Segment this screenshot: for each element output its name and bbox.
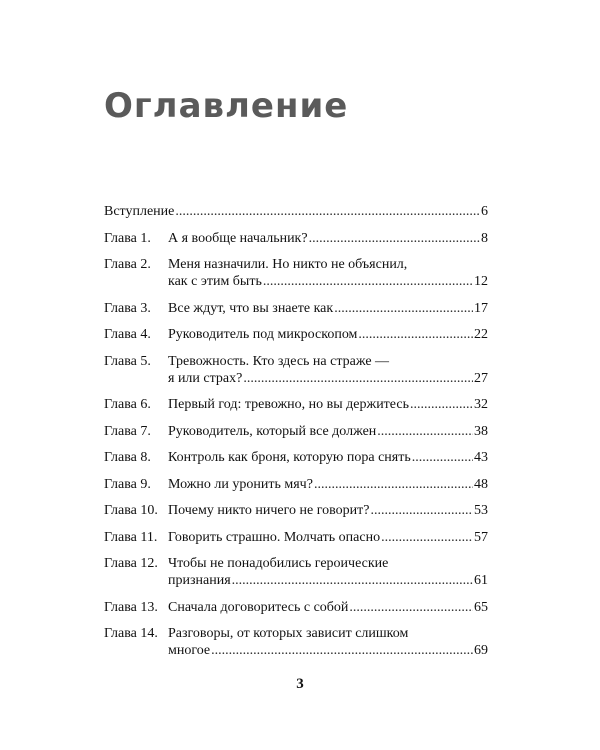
chapter-title: как с этим быть <box>168 274 262 289</box>
toc-entry-body <box>168 555 488 589</box>
chapter-label: Глава 7. <box>104 423 151 439</box>
chapter-title: Разговоры, от которых зависит слишком <box>168 626 409 641</box>
toc-entry-body <box>168 396 488 413</box>
table-of-contents <box>104 203 488 669</box>
toc-page-number: 27 <box>474 370 488 386</box>
toc-entry-intro <box>104 203 488 220</box>
page-number: 3 <box>296 676 304 692</box>
toc-page-number: 17 <box>474 300 488 316</box>
toc-entry-body <box>168 476 488 493</box>
chapter-label: Глава 14. <box>104 626 158 641</box>
toc-entry-body <box>168 256 488 290</box>
chapter-label: Глава 9. <box>104 476 151 492</box>
toc-entry <box>104 625 488 659</box>
toc-entry-title: Вступление <box>104 204 175 219</box>
toc-page-number: 43 <box>474 450 488 465</box>
toc-entry <box>104 256 488 290</box>
dot-leader <box>410 396 473 413</box>
toc-page-number: 22 <box>474 327 488 342</box>
toc-entry-body <box>168 599 488 616</box>
chapter-title: Все ждут, что вы знаете как <box>168 300 334 316</box>
toc-entry-body <box>168 353 488 387</box>
toc-entry <box>104 423 488 440</box>
toc-entry-body <box>168 449 488 466</box>
toc-line <box>168 572 488 589</box>
toc-line <box>168 300 488 317</box>
chapter-title: А я вообще начальник? <box>168 230 308 246</box>
chapter-label: Глава 12. <box>104 556 158 571</box>
toc-page-number: 57 <box>474 529 488 545</box>
toc-line <box>168 625 488 642</box>
toc-entry <box>104 300 488 317</box>
toc-line <box>168 370 488 387</box>
toc-entry <box>104 502 488 519</box>
toc-entry <box>104 555 488 589</box>
dot-leader <box>243 370 473 387</box>
toc-entry <box>104 353 488 387</box>
chapter-label: Глава 4. <box>104 327 151 342</box>
chapter-label: Глава 5. <box>104 353 151 369</box>
toc-entry-body <box>168 625 488 659</box>
toc-line <box>168 326 488 343</box>
toc-entry-body <box>168 230 488 247</box>
dot-leader <box>314 476 473 493</box>
toc-entry-body <box>168 300 488 317</box>
dot-leader <box>334 300 473 317</box>
chapter-title: я или страх? <box>168 370 243 386</box>
dot-leader <box>412 449 473 466</box>
toc-page-number: 48 <box>474 476 488 492</box>
dot-leader <box>263 273 473 290</box>
toc-line <box>168 353 488 370</box>
chapter-title: Почему никто ничего не говорит? <box>168 503 370 518</box>
toc-line <box>168 256 488 273</box>
toc-line <box>168 423 488 440</box>
chapter-label: Глава 3. <box>104 300 151 316</box>
toc-line <box>168 529 488 546</box>
chapter-label: Глава 8. <box>104 450 151 465</box>
toc-line <box>168 642 488 659</box>
toc-page-number: 8 <box>481 230 488 246</box>
page-title: Оглавление <box>104 86 349 126</box>
toc-page-number: 12 <box>474 274 488 289</box>
dot-leader <box>358 326 473 343</box>
toc-page-number: 61 <box>474 573 488 588</box>
dot-leader <box>381 529 473 546</box>
chapter-title: Чтобы не понадобились героические <box>168 556 389 571</box>
toc-line <box>168 555 488 572</box>
toc-line <box>168 599 488 616</box>
toc-line <box>168 476 488 493</box>
dot-leader <box>309 230 480 247</box>
chapter-title: признания <box>168 573 231 588</box>
chapter-label: Глава 1. <box>104 230 151 246</box>
toc-page-number: 69 <box>474 643 488 658</box>
toc-entry <box>104 230 488 247</box>
chapter-label: Глава 2. <box>104 257 151 272</box>
chapter-label: Глава 10. <box>104 503 158 518</box>
chapter-title: многое <box>168 643 211 658</box>
toc-page-number: 32 <box>474 397 488 412</box>
toc-entry <box>104 529 488 546</box>
chapter-title: Можно ли уронить мяч? <box>168 476 313 492</box>
toc-entry-body <box>104 203 488 220</box>
toc-page-number: 53 <box>474 503 488 518</box>
toc-entry <box>104 449 488 466</box>
dot-leader <box>232 572 473 589</box>
toc-entry <box>104 396 488 413</box>
dot-leader <box>175 203 480 220</box>
toc-entry-body <box>168 423 488 440</box>
toc-page-number: 38 <box>474 423 488 439</box>
chapter-label: Глава 11. <box>104 529 158 545</box>
toc-line <box>168 273 488 290</box>
toc-page-number: 65 <box>474 599 488 615</box>
toc-entry <box>104 476 488 493</box>
toc-line <box>168 230 488 247</box>
toc-entry <box>104 599 488 616</box>
dot-leader <box>211 642 473 659</box>
chapter-label: Глава 13. <box>104 599 158 615</box>
toc-line <box>104 203 488 220</box>
chapter-title: Говорить страшно. Молчать опасно <box>168 529 381 545</box>
chapter-title: Контроль как броня, которую пора снять <box>168 450 411 465</box>
toc-entry-body <box>168 326 488 343</box>
chapter-title: Тревожность. Кто здесь на страже — <box>168 353 390 369</box>
dot-leader <box>349 599 473 616</box>
chapter-title: Руководитель под микроскопом <box>168 327 358 342</box>
toc-line <box>168 396 488 413</box>
chapter-title: Первый год: тревожно, но вы держитесь <box>168 397 409 412</box>
toc-line <box>168 502 488 519</box>
toc-line <box>168 449 488 466</box>
chapter-title: Сначала договоритесь с собой <box>168 599 349 615</box>
toc-entry-body <box>168 529 488 546</box>
dot-leader <box>377 423 473 440</box>
toc-entry <box>104 326 488 343</box>
toc-entry-body <box>168 502 488 519</box>
chapter-title: Руководитель, который все должен <box>168 423 377 439</box>
toc-page-number: 6 <box>481 204 488 219</box>
dot-leader <box>370 502 473 519</box>
chapter-label: Глава 6. <box>104 397 151 412</box>
chapter-title: Меня назначили. Но никто не объяснил, <box>168 257 408 272</box>
